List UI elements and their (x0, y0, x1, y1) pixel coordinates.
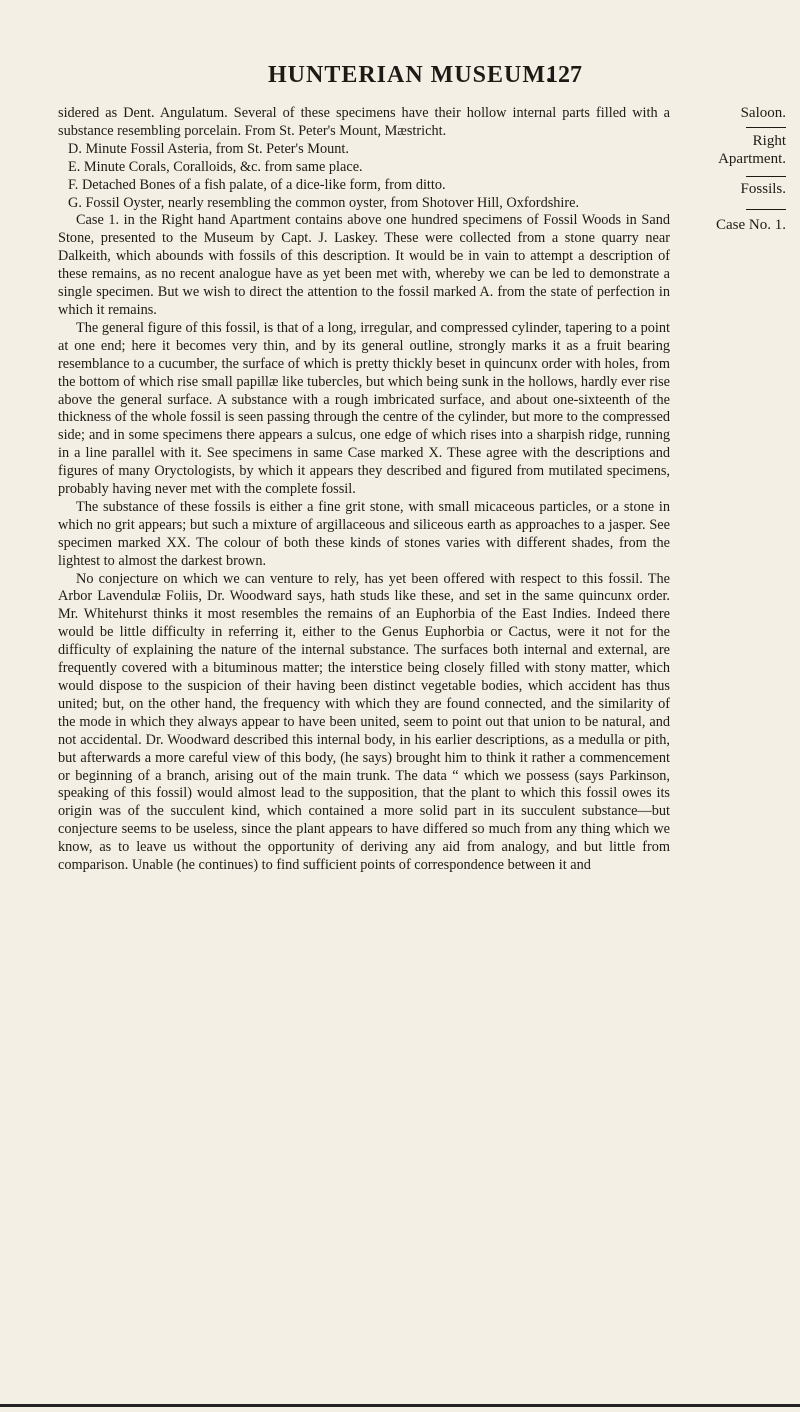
margin-note-saloon: Saloon. (740, 105, 786, 121)
margin-rule (746, 209, 786, 210)
bottom-rule (0, 1404, 800, 1407)
paragraph: Case 1. in the Right hand Apartment contains above one hundred specimens of Fossil Woods in Sand Stone, presented to the Museum by Capt. J. Laskey. These were collected from a stone quarry near Dalkeith, which abounds with fossils of this description. It would be in vain to attempt a description of these remains, as no recent analogue have as yet been met with, whereby we can be led to demonstrate a single specimen. But we wish to direct the attention to the fossil marked A. from the state of perfection in which it remains. (58, 212, 670, 318)
paragraph: The substance of these fossils is either a fine grit stone, with small micaceous particles, or a stone in which no grit appears; but such a mixture of argillaceous and siliceous earth as approaches to a jasper. See specimen marked XX. The colour of both these kinds of stones varies with different shades, from the lightest to almost the darkest brown. (58, 498, 670, 569)
list-item: E. Minute Corals, Coralloids, &c. from same place. (68, 158, 363, 175)
page-header (0, 50, 800, 100)
margin-note-case-no: Case No. 1. (716, 217, 786, 233)
margin-rule (746, 176, 786, 177)
list-item: D. Minute Fossil Asteria, from St. Peter's Mount. (68, 140, 349, 157)
paragraph: No conjecture on which we can venture to rely, has yet been offered with respect to this fossil. The Arbor Lavendulæ Foliis, Dr. Woodward says, hath studs like these, and set in the same quincunx order. Mr. Whitehurst thinks it most resembles the remains of an Euphorbia of the East Indies. Indeed there would be little difficulty in referring it, either to the Genus Euphorbia or Cactus, were it not for the difficulty of explaining the nature of the internal substance. The surfaces both internal and external, are frequently covered with a bituminous matter; the interstice being closely filled with stony matter, which would dispose to the suspicion of their having been distinct vegetable bodies, which accident has thus united; but, on the other hand, the frequency with which they are found connected, and the similarity of the mode in which they always appear to have been united, seem to point out that union to be natural, and not accidental. Dr. Woodward described this internal body, in his earlier descriptions, as a medulla or pith, but afterwards a more careful view of this body, (he says) brought him to think it rather a commencement or beginning of a branch, arising out of the main trunk. The data “ which we possess (says Parkinson, speaking of this fossil) would almost lead to the supposition, that the plant to which this fossil owes its origin was of the succulent kind, which contained a more solid part in its succulent substance—but conjecture seems to be useless, since the plant appears to have differed so much from any thing which we know, as to leave us without the opportunity of deriving any aid from analogy, and but little from comparison. Unable (he continues) to find sufficient points of correspondence between it and (58, 570, 670, 874)
page-number: 127 (546, 62, 582, 88)
margin-note-apartment: Apartment. (718, 151, 786, 167)
list-item: F. Detached Bones of a fish palate, of a dice-like form, from ditto. (68, 176, 446, 193)
body-text (58, 105, 670, 875)
margin-note-fossils: Fossils. (740, 181, 786, 197)
margin-rule (746, 127, 786, 128)
margin-note-right: Right (752, 133, 786, 149)
paragraph: sidered as Dent. Angulatum. Several of these specimens have their hollow internal parts filled with a substance resembling porcelain. From St. Peter's Mount, Mæstricht. (58, 105, 670, 139)
running-title: HUNTERIAN MUSEUM. (268, 62, 554, 88)
paragraph: The general figure of this fossil, is that of a long, irregular, and compressed cylinder, tapering to a point at one end; here it becomes very thin, and by its general outline, strongly marks it as a fruit bearing resemblance to a cucumber, the surface of which is pretty thickly beset in quincunx order with holes, from the bottom of which rise small papillæ like tubercles, but which being sunk in the hollows, hardly ever rise above the general surface. A substance with a rough imbricated surface, and about one-sixteenth of the thickness of the whole fossil is seen passing through the centre of the cylinder, but more to the compressed side; and in some specimens there appears a sulcus, one edge of which rises into a sharpish ridge, running in a line parallel with it. See specimens in same Case marked X. These agree with the descriptions and figures of many Oryctologists, by which it appears they described and figured from mutilated specimens, probably having never met with the complete fossil. (58, 319, 670, 498)
list-item: G. Fossil Oyster, nearly resembling the common oyster, from Shotover Hill, Oxfordshire. (68, 194, 580, 211)
